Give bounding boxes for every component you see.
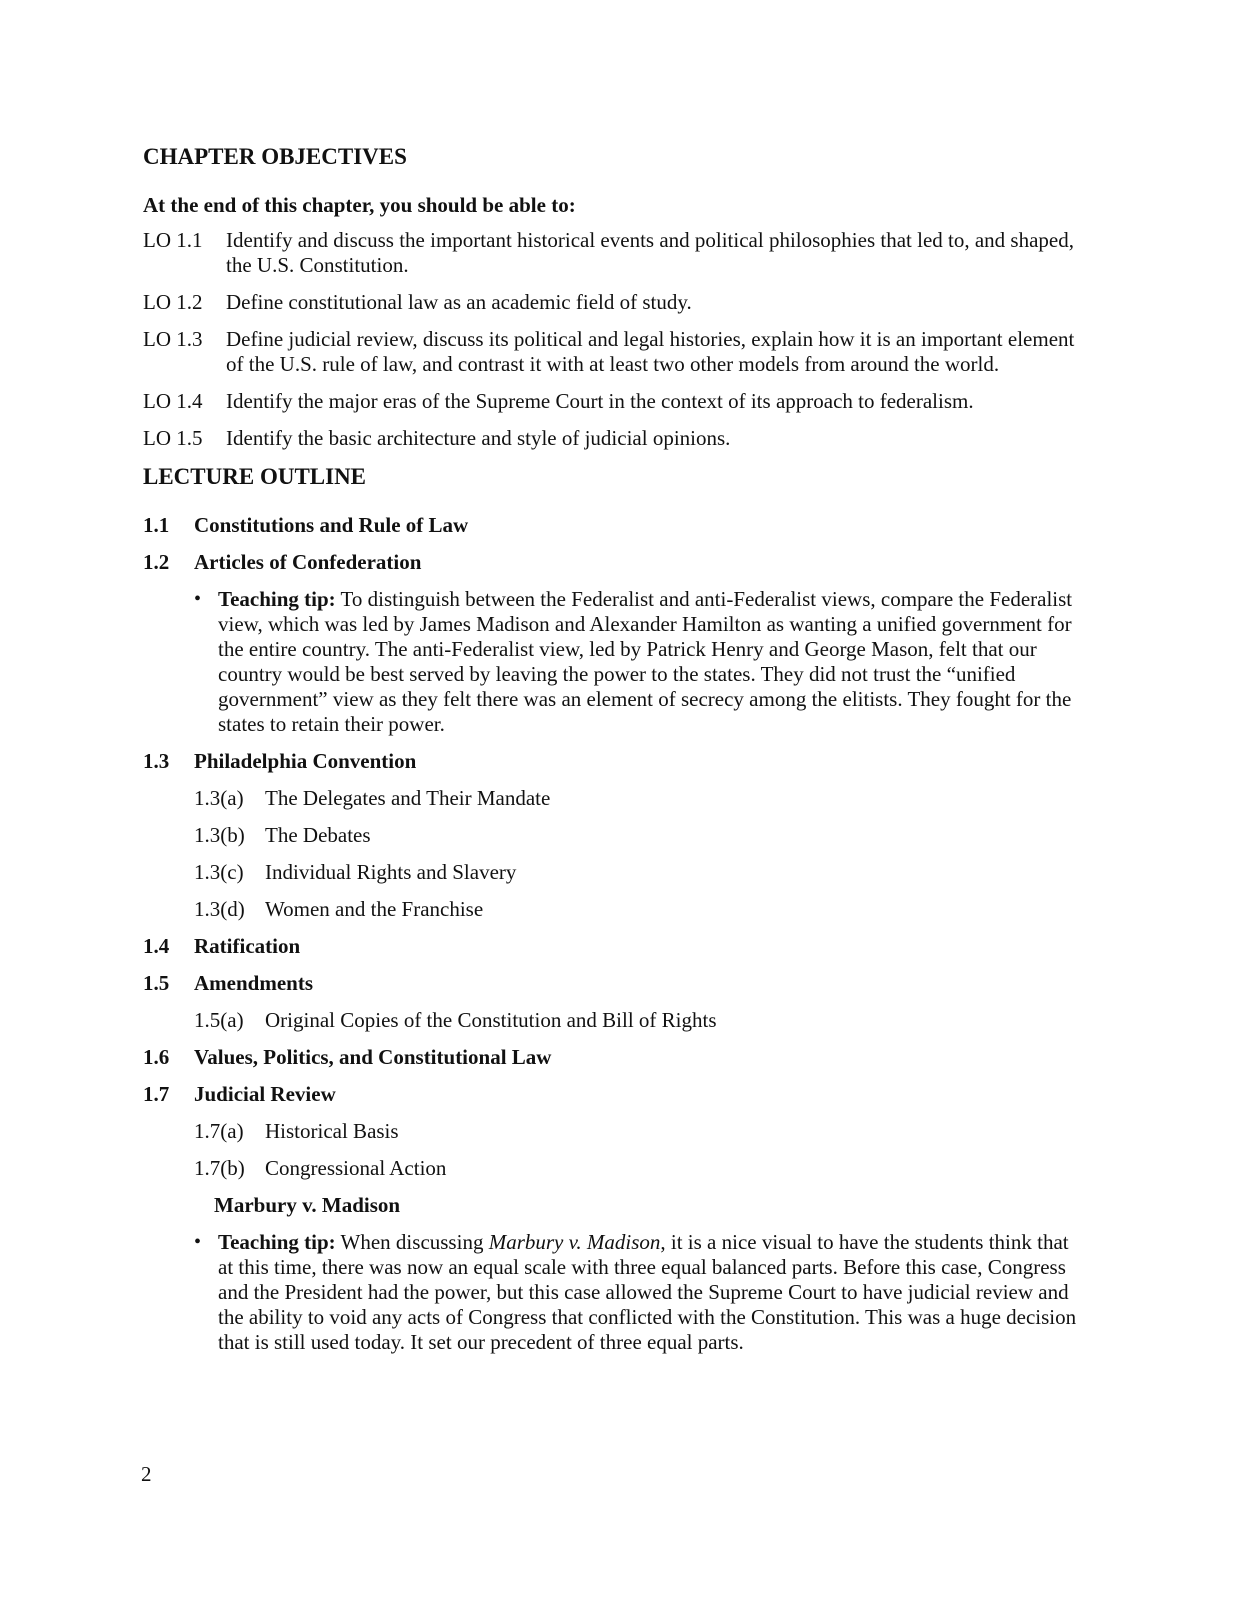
outline-section <box>143 971 1083 996</box>
outline-subsection <box>194 860 1083 885</box>
teaching-tip-label: Teaching tip: <box>218 1230 336 1254</box>
outline-section <box>143 1082 1083 1107</box>
subsection-number: 1.3(c) <box>194 860 244 884</box>
section-number: 1.1 <box>143 513 170 537</box>
objectives-list <box>143 228 1083 451</box>
subsection-title: The Debates <box>265 823 371 847</box>
outline-section <box>143 513 1083 538</box>
outline-list <box>143 513 1083 1355</box>
subsection-title: Congressional Action <box>265 1156 447 1180</box>
teaching-tip-text <box>218 1230 1083 1355</box>
teaching-tip-label: Teaching tip: <box>218 587 336 611</box>
outline-subsection <box>194 1008 1083 1033</box>
section-number: 1.7 <box>143 1082 170 1106</box>
bullet-icon: • <box>194 588 202 610</box>
subsection-title: Original Copies of the Constitution and Bill of Rights <box>265 1008 717 1032</box>
section-number: 1.5 <box>143 971 170 995</box>
objectives-intro: At the end of this chapter, you should be able to: <box>143 193 576 217</box>
page-content <box>143 143 1083 1367</box>
subsection-number: 1.3(a) <box>194 786 244 810</box>
outline-section <box>143 749 1083 774</box>
section-title: Judicial Review <box>194 1082 336 1106</box>
teaching-tip <box>194 587 1083 737</box>
objective-text: Define judicial review, discuss its political and legal histories, explain how it is an important element of the U.S. rule of law, and contrast it with at least two other models from around the world. <box>226 327 1075 376</box>
objective-text: Identify and discuss the important historical events and political philosophies that led to, and shaped, the U.S. Constitution. <box>226 228 1074 277</box>
outline-section <box>143 934 1083 959</box>
objective-number: LO 1.1 <box>143 228 203 252</box>
objective-text: Define constitutional law as an academic field of study. <box>226 290 692 314</box>
subsection-number: 1.5(a) <box>194 1008 244 1032</box>
subsection-number: 1.7(a) <box>194 1119 244 1143</box>
case-heading: Marbury v. Madison <box>214 1193 401 1217</box>
section-title: Ratification <box>194 934 301 958</box>
outline-subsection <box>194 823 1083 848</box>
objective-text: Identify the basic architecture and style of judicial opinions. <box>226 426 731 450</box>
lecture-outline-heading: LECTURE OUTLINE <box>143 464 367 489</box>
outline-subsection <box>194 897 1083 922</box>
teaching-tip-text <box>218 587 1083 737</box>
section-title: Constitutions and Rule of Law <box>194 513 469 537</box>
section-number: 1.3 <box>143 749 170 773</box>
subsection-title: Women and the Franchise <box>265 897 484 921</box>
subsection-title: Historical Basis <box>265 1119 399 1143</box>
subsection-title: Individual Rights and Slavery <box>265 860 517 884</box>
page-number: 2 <box>141 1462 152 1486</box>
chapter-objectives-heading: CHAPTER OBJECTIVES <box>143 144 407 169</box>
section-number: 1.2 <box>143 550 170 574</box>
teaching-tip-body-start: When discussing <box>335 1230 489 1254</box>
outline-section <box>143 550 1083 575</box>
section-title: Philadelphia Convention <box>194 749 417 773</box>
outline-subsection <box>194 1119 1083 1144</box>
section-title: Amendments <box>194 971 313 995</box>
bullet-icon: • <box>194 1231 202 1253</box>
section-number: 1.6 <box>143 1045 170 1069</box>
subsection-number: 1.3(b) <box>194 823 245 847</box>
objective-item <box>143 426 1083 451</box>
objective-item <box>143 290 1083 315</box>
section-number: 1.4 <box>143 934 170 958</box>
objective-text: Identify the major eras of the Supreme Court in the context of its approach to federalism. <box>226 389 974 413</box>
subsection-title: The Delegates and Their Mandate <box>265 786 551 810</box>
subsection-number: 1.3(d) <box>194 897 245 921</box>
section-title: Articles of Confederation <box>194 550 422 574</box>
objective-number: LO 1.3 <box>143 327 203 351</box>
objective-number: LO 1.4 <box>143 389 203 413</box>
outline-section <box>143 1045 1083 1070</box>
teaching-tip-body-end: , it is a nice visual to have the students think that at this time, there was now an equal scale with three equal balanced parts. Before this case, Congress and the President had the power, but this case allowed the Supreme Court to have judicial review and the ability to void any acts of Congress that conflicted with the Constitution. This was a huge decision that is still used today. It set our precedent of three equal parts. <box>218 1230 1077 1354</box>
objective-number: LO 1.5 <box>143 426 203 450</box>
teaching-tip-body: To distinguish between the Federalist and anti-Federalist views, compare the Federalist view, which was led by James Madison and Alexander Hamilton as wanting a unified government for the entire country. The anti-Federalist view, led by Patrick Henry and George Mason, felt that our country would be best served by leaving the power to the states. They did not trust the “unified government” view as they felt there was an element of secrecy among the elitists. They fought for the states to retain their power. <box>218 587 1073 736</box>
objective-item <box>143 327 1083 377</box>
teaching-tip <box>194 1230 1083 1355</box>
subsection-number: 1.7(b) <box>194 1156 245 1180</box>
section-title: Values, Politics, and Constitutional Law <box>194 1045 552 1069</box>
objective-number: LO 1.2 <box>143 290 203 314</box>
objective-item <box>143 228 1083 278</box>
outline-subsection <box>194 786 1083 811</box>
objective-item <box>143 389 1083 414</box>
outline-subsection <box>194 1156 1083 1181</box>
case-name: Marbury v. Madison <box>488 1230 661 1254</box>
